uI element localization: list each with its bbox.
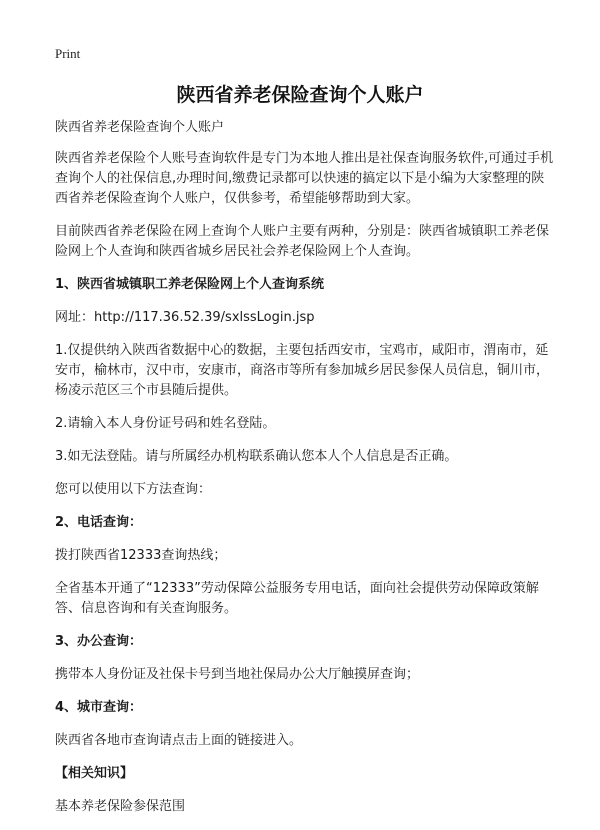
intro-paragraph: 陕西省养老保险个人账号查询软件是专门为本地人推出是社保查询服务软件,可通过手机查询个人的社保信息,办理时间,缴费记录都可以快速的搞定以下是小编为大家整理的陕西省养老保险查询个人账户，仅供参考，希望能够帮助到大家。 bbox=[55, 151, 554, 206]
article-body bbox=[55, 118, 555, 830]
overview-paragraph: 目前陕西省养老保险在网上查询个人账户主要有两种，分别是：陕西省城镇职工养老保险网上个人查询和陕西省城乡居民社会养老保险网上个人查询。 bbox=[55, 224, 550, 259]
section4-line1: 陕西省各地市查询请点击上面的链接进入。 bbox=[55, 733, 303, 748]
print-label[interactable]: Print bbox=[55, 46, 81, 61]
section3-heading: 3、办公查询： bbox=[55, 634, 143, 649]
section2-line1: 拨打陕西省12333查询热线； bbox=[55, 548, 227, 563]
section1-item3: 3.如无法登陆。请与所属经办机构联系确认您本人个人信息是否正确。 bbox=[55, 449, 458, 464]
methods-intro: 您可以使用以下方法查询： bbox=[55, 482, 212, 497]
related-heading: 【相关知识】 bbox=[55, 766, 134, 781]
section3-line1: 携带本人身份证及社保卡号到当地社保局办公大厅触摸屏查询； bbox=[55, 667, 420, 682]
section2-heading: 2、电话查询： bbox=[55, 515, 143, 530]
section1-heading: 1、陕西省城镇职工养老保险网上个人查询系统 bbox=[55, 277, 325, 292]
article-subtitle: 陕西省养老保险查询个人账户 bbox=[55, 120, 225, 135]
section4-heading: 4、城市查询： bbox=[55, 700, 143, 715]
section1-item2: 2.请输入本人身份证号码和姓名登陆。 bbox=[55, 416, 276, 431]
section2-line2: 全省基本开通了“12333”劳动保障公益服务专用电话，面向社会提供劳动保障政策解答、信息咨询和有关查询服务。 bbox=[55, 581, 539, 616]
section1-url[interactable]: 网址：http://117.36.52.39/sxlssLogin.jsp bbox=[55, 310, 315, 325]
section1-item1: 1.仅提供纳入陕西省数据中心的数据，主要包括西安市，宝鸡市，咸阳市，渭南市，延安市，榆林市，汉中市，安康市，商洛市等所有参加城乡居民参保人员信息，铜川市，杨凌示范区三个市县随后提供。 bbox=[55, 343, 550, 398]
page-title: 陕西省养老保险查询个人账户 bbox=[176, 84, 424, 106]
related-line1: 基本养老保险参保范围 bbox=[55, 799, 186, 814]
